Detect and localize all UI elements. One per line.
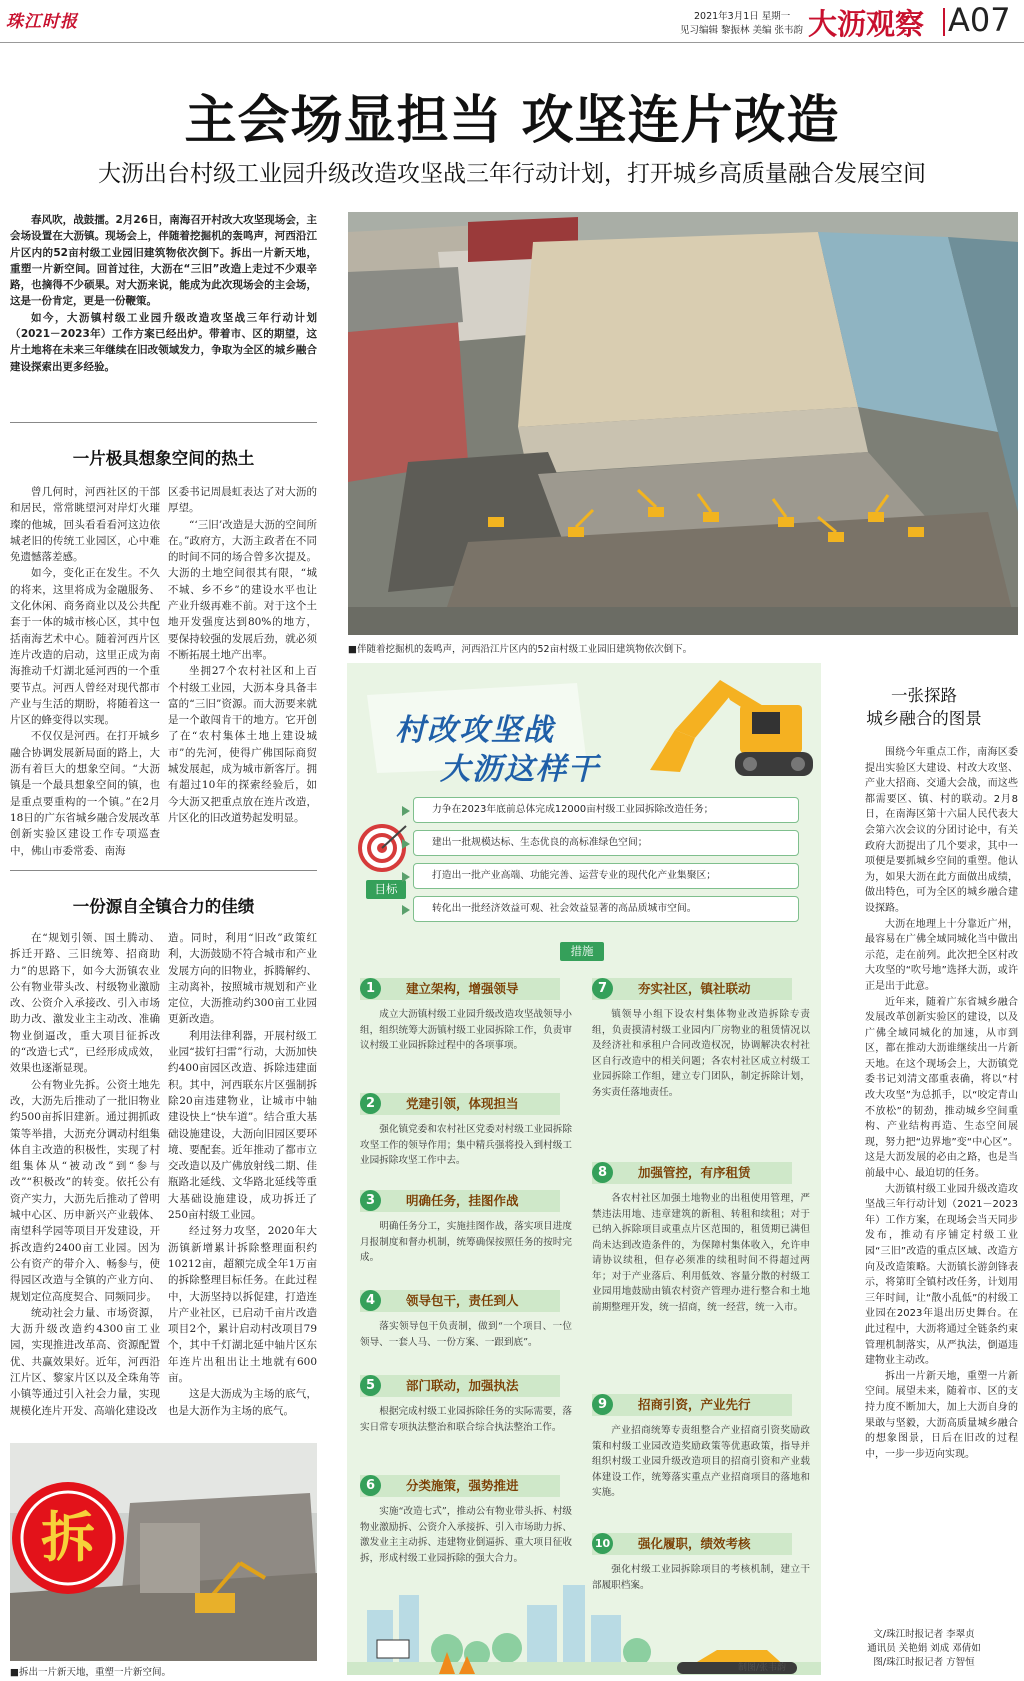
section2-col-b: [168, 930, 317, 1419]
paragraph: 在“规划引领、国土腾动、拆迁开路、三旧统筹、招商助力”的思路下，如今大沥镇农业公有物业带头改、村级物业激励改、公资介入承接改、引入市场助力改、激发业主主动改、准确物业倒逼改，重大项目征拆改的“改造七式”，已经形成成效，效果也逐渐显现。: [10, 932, 160, 1075]
paper-logo: 珠江时报: [6, 12, 78, 32]
headline: 主会场显担当 攻坚连片改造: [184, 91, 840, 151]
measure-number: 6: [360, 1475, 381, 1496]
measure-text: 实施“改造七式”，推动公有物业带头拆、村级物业激励拆、公资介入承接拆、引入市场助力拆、激发业主主动拆、违建物业倒逼拆、重大项目征收拆，形成村级工业园拆除的强大合力。: [360, 1506, 572, 1564]
page-editors: 见习编辑 黎振林 美编 张韦韵: [680, 25, 804, 36]
byline-line: 图/珠江时报记者 方智恒: [873, 1657, 975, 1668]
measure-number: 7: [592, 978, 613, 999]
paragraph: 造。同时，利用“旧改”政策红利，大沥鼓励不符合城市和产业发展方向的旧物业，拆腾解约、主动离补，按照城市规划和产业定位，大沥推动约300亩工业园更新改造。: [168, 932, 317, 1026]
measure-heading: 领导包干，责任到人: [360, 1290, 560, 1312]
measure-number: 8: [592, 1162, 613, 1183]
lead-text: [10, 212, 317, 375]
measure-body: [360, 1007, 572, 1054]
byline: [829, 1628, 1019, 1670]
measure-text: 明确任务分工，实施挂图作战，落实项目进度月报制度和督办机制，统筹确保按照任务的按时完成。: [360, 1221, 572, 1263]
paragraph: “‘三旧’改造是大沥的空间所在。”政府方，大沥主政者在不同的时间不同的场合曾多次提及。大沥的土地空间很其有限，“城不城、乡不乡”的建设水平也让产业升级再难不前。对于这个土地开发强度达到80%的地方，要保持较强的发展后劲，就必须不断拓展土地产出率。: [168, 518, 317, 661]
measures-label: 措施: [560, 942, 604, 961]
goal-item: 力争在2023年底前总体完成12000亩村级工业园拆除改造任务；: [413, 797, 799, 823]
column-name: 大沥观察: [808, 7, 925, 41]
measure-heading: 招商引资，产业先行: [592, 1394, 792, 1416]
paragraph: 大沥镇村级工业园升级改造攻坚战三年行动计划（2021－2023年）工作方案，在现场会当天同步发布，推动有序铺定村级工业园“三旧”改造的重点区域、改造方向及改造策略。大沥镇长游剑锋表示，将第盯全镇村改任务，计划用三年时间，让“散小乱低”的村级工业园在2023年退出历史舞台。在此过程中，大沥将通过全链条约束管理机制落实，从严执法，倒逼违建物业主动改。: [865, 1183, 1018, 1367]
main-photo: [348, 212, 1018, 635]
section2-col-a: [10, 930, 160, 1419]
measure-number: 9: [592, 1394, 613, 1415]
measure-number: 1: [360, 978, 381, 999]
lead-paragraph: 春风吹，战鼓擂。2月26日，南海召开村改大攻坚现场会，主会场设置在大沥镇。现场会上，伴随着挖掘机的轰鸣声，河西沿江片区内的52亩村级工业园旧建筑物依次倒下。拆出一片新天地，重塑一片新空间。回首过往，大沥在“三旧”改造上走过不少艰辛路，也摘得不少硕果。对大沥来说，能成为此次现场会的主会场，这是一份肯定，更是一份鞭策。: [10, 214, 317, 308]
measure-number: 4: [360, 1290, 381, 1311]
measure-heading: 强化履职，绩效考核: [592, 1533, 792, 1555]
section1-col-b: [168, 484, 317, 826]
bottom-photo-caption: ■拆出一片新天地，重塑一片新空间。: [10, 1667, 171, 1678]
right-column-text: [865, 745, 1018, 1462]
goal-item: 建出一批规模达标、生态优良的高标准绿色空间；: [413, 830, 799, 856]
paragraph: 利用法律利器，开展村级工业园“拔钉扫雷”行动，大沥加快约400亩园区改造、拆除违建面积。其中，河西联东片区强制拆除20亩违建物业，让城市中轴建设快上“快车道”。结合重大基础设施建设，大沥向旧园区要环境、要配套。近年推动了都市立交改造以及广佛放射线二期、佳瓶路北延线、文华路北延线等重大基础设施建设，成功拆迁了250亩村级工业园。: [168, 1029, 317, 1222]
measure-text: 各农村社区加强土地物业的出租使用管理，严禁违法用地、违章建筑的新租、转租和续租；对于已纳入拆除项目或重点片区范围的，租赁期已满但尚未达到改造条件的，为保障村集体收入，允许申请协议续租，但存必须准的续租时间不得超过两年；对于产业落后、利用低效、容量分散的村级工业园用地鼓励由镇农村资产管理办进行整合和土地前期整理开发，统一招商，统一经营，统一入市。: [592, 1193, 810, 1313]
info-title-2: 大沥这样干: [440, 752, 600, 787]
byline-line: 通讯员 关艳娟 刘成 邓倩如: [867, 1643, 981, 1654]
demolition-aerial-image: [348, 212, 1018, 635]
measure-text: 根据完成村级工业园拆除任务的实际需要，落实日常专项执法整治和联合综合执法整治工作。: [360, 1406, 572, 1433]
measure-body: [360, 1404, 572, 1435]
measure-body: [592, 1191, 810, 1315]
masthead-rule: [0, 42, 1024, 43]
column-divider: [943, 8, 945, 36]
measure-text: 落实领导包干负责制，做到“一个项目、一位领导、一套人马、一份方案、一跟到底”。: [360, 1321, 572, 1348]
measure-heading: 建立架构，增强领导: [360, 978, 560, 1000]
demolish-sign: 拆: [41, 1506, 95, 1569]
measure-heading: 加强管控，有序租赁: [592, 1162, 792, 1184]
measure-heading: 分类施策，强势推进: [360, 1475, 560, 1497]
goal-item: 转化出一批经济效益可观、社会效益显著的高品质城市空间。: [413, 896, 799, 922]
paragraph: 曾几何时，河西社区的干部和居民，常常眺望河对岸灯火璀璨的他城，回头看看看河这边依城老旧的传统工业园区，心中难免遗憾落差感。: [10, 486, 160, 564]
paragraph: 区委书记周晨虹表达了对大沥的厚望。: [168, 486, 317, 515]
measure-text: 强化村级工业园拆除项目的考核机制，建立干部履职档案。: [592, 1564, 810, 1591]
measure-text: 成立大沥镇村级工业园升级改造攻坚战领导小组，组织统筹大沥镇村级工业园拆除工作，负责审议村级工业园拆除过程中的各项事项。: [360, 1009, 572, 1051]
lead-paragraph: 如今，大沥镇村级工业园升级改造攻坚战三年行动计划（2021－2023年）工作方案已经出炉。带着市、区的期望，这片土地将在未来三年继续在旧改领域发力，争取为全区的城乡融合建设探索出更多经验。: [10, 311, 317, 373]
main-photo-caption: ■伴随着挖掘机的轰鸣声，河西沿江片区内的52亩村级工业园旧建筑物依次倒下。: [348, 644, 693, 655]
paragraph: 坐拥27个农村社区和上百个村级工业园，大沥本身具备丰富的“三旧”资源。而大沥要来就是一个敢闯肯干的地方。它开创了在“农村集体土地上建设城市”的先河，使得广佛国际商贸城发展起，成为城市新客厅。拥有超过10年的探索经验后，如今大沥又把重点放在连片改造，片区化的旧改道势起发明显。: [168, 665, 317, 824]
section-divider: [10, 870, 317, 871]
info-title-1: 村改攻坚战: [395, 713, 555, 748]
section-title: 一片极具想象空间的热土: [72, 449, 255, 468]
measure-body: [592, 1007, 810, 1100]
page-number: A07: [948, 1, 1011, 39]
masthead: [0, 0, 1024, 46]
section-divider: [10, 422, 317, 423]
paragraph: 公有物业先拆。公资土地先改，大沥先后推动了一批旧物业约500亩拆旧建新。通过拥抓政策等举措，大沥充分调动村组集体自主改造的积极性，实现了村组集体从“被动改”到“参与改”“积极改”的转变。依托公有资产实力，大沥先后推动了曾明城中心区、历申新兴产业载体、南望科学园等项目开发建设，开拆改造约2400亩工业园。因为公有资产的带介入、畅参与，使得园区改造与全镇的产业方向、规划定位高度契合、同频同步。: [10, 1078, 160, 1303]
measure-number: 10: [592, 1533, 613, 1554]
byline-line: 文/珠江时报记者 李翠贞: [873, 1629, 975, 1640]
paragraph: 经过努力攻坚，2020年大沥镇新增累计拆除整理面积约10212亩，超额完成全年1万亩的拆除整理目标任务。在此过程中，大沥坚持以拆促建，打造连片产业社区，已启动千亩片改造项目2个，累计启动村改项目79个，其中千灯湖北延中轴片区东年连片出租出让土地就有600亩。: [168, 1225, 317, 1385]
measure-number: 5: [360, 1375, 381, 1396]
measure-body: [360, 1219, 572, 1266]
measure-body: [592, 1423, 810, 1501]
excavator-icon: [640, 660, 818, 790]
paragraph: 近年来，随着广东省城乡融合发展改革创新实验区的建设，以及广佛全域同城化的加速，从市到区，都在推动大沥谁继续出一片新天地。在这个现场会上，大沥镇党委书记刘清文邵重表确，将以“村改大攻坚”为总抓手，以“咬定青山不放松”的韧劲，推动城乡空间重构、产业结构再造、生态空间展现，努力把“边界地”变“中心区”。这是大沥发展的必由之路，也是当前最中心、最迫切的任务。: [865, 996, 1018, 1180]
measure-number: 2: [360, 1093, 381, 1114]
section1-col-a: [10, 484, 160, 859]
paragraph: 大沥在地理上十分靠近广州，最容易在广佛全域同城化当中做出示范，走在前列。此次把全区村改大攻坚的“吹号地”选择大沥，或许正是出于此意。: [865, 918, 1018, 992]
section-title: 一份源自全镇合力的佳绩: [72, 897, 255, 916]
measure-text: 强化镇党委和农村社区党委对村级工业园拆除攻坚工作的领导作用；集中精兵强将投入到村级工业园拆除攻坚工作中去。: [360, 1124, 572, 1166]
measure-heading: 明确任务，挂图作战: [360, 1190, 560, 1212]
subheadline: 大沥出台村级工业园升级改造攻坚战三年行动计划，打开城乡高质量融合发展空间: [98, 161, 926, 187]
measure-heading: 夯实社区，镇社联动: [592, 978, 792, 1000]
right-section-title-1: 一张探路: [891, 686, 957, 705]
paragraph: 这是大沥成为主场的底气，也是大沥作为主场的底气。: [168, 1388, 317, 1417]
paragraph: 如今，变化正在发生。不久的将来，这里将成为金融服务、文化休闲、商务商业以及公共配套于一体的城市核心区，其中包括南海艺术中心。随着河西片区连片改造的启动，这里正成为南海推动千灯湖北延河西的一个重要节点。河西人曾经对现代都市产业与生活的期盼，将随着这一片区的蜂变得以实现。: [10, 567, 160, 727]
measure-body: [360, 1319, 572, 1350]
issue-date: 2021年3月1日 星期一: [694, 11, 791, 22]
measure-text: 产业招商统筹专责组整合产业招商引资奖励政策和村级工业园改造奖励政策等优惠政策，指导并组织村级工业园升级改造项目的招商引资和产业载体建设工作，统筹落实重点产业招商项目的落地和实施。: [592, 1425, 810, 1498]
paragraph: 不仅仅是河西。在打开城乡融合协调发展新局面的路上，大沥有着巨大的想象空间。“大沥镇是一个最具想象空间的镇，也是重点要重构的一个镇。”在2月18日的广东省城乡融合发展改革创新实验区建设工作专项巡查中，佛山市委常委、南海: [10, 730, 160, 857]
paragraph: 统动社会力量、市场资源，大沥升级改造约4300亩工业园，实现推进改革高、资源配置优、共赢效果好。近年，河西沿江片区、黎家片区以及全珠角等小镇等通过引入社会力量，实现规模化连片开发、高端化建设改: [10, 1306, 160, 1417]
infographic-credit: 制图/张韦韵: [738, 1663, 787, 1673]
paragraph: 围绕今年重点工作，南海区委提出实验区大建设、村改大攻坚、产业大招商、交通大会战，而这些都需要区、镇、村的联动。2月8日，在南海区第十六届人民代表大会第六次会议的分团讨论中，有关政府大沥提出了几个要求，其中一项便是要抓城乡空间的重塑。他认为，如果大沥在此方面做出成绩，做出特色，可为全区的城乡融合建设探路。: [865, 747, 1018, 914]
goal-item: 打造出一批产业高端、功能完善、运营专业的现代化产业集聚区；: [413, 863, 799, 889]
measure-text: 镇领导小组下设农村集体物业改造拆除专责组，负责摸清村级工业园内厂房物业的租赁情况以及经济社和承租户合同改造权况，协调解决农村社区自行改造中的相关问题；各农村社区成立村级工业园拆除工作组，建立专门团队，制定拆除计划，务实责任落地责任。: [592, 1009, 810, 1098]
measure-heading: 部门联动，加强执法: [360, 1375, 560, 1397]
measure-body: [360, 1122, 572, 1169]
right-section-title-2: 城乡融合的图景: [866, 709, 982, 728]
measure-heading: 党建引领，体现担当: [360, 1093, 560, 1115]
target-label: 目标: [366, 880, 406, 899]
bottom-photo: [10, 1443, 317, 1661]
paragraph: 拆出一片新天地，重塑一片新空间。展望未来，随着市、区的支持力度不断加大，加上大沥自身的果敢与坚毅，大沥高质量城乡融合的想象图景，日后在旧改的过程中，一步一步迈向实现。: [865, 1370, 1018, 1460]
measure-number: 3: [360, 1190, 381, 1211]
measure-body: [360, 1504, 572, 1566]
